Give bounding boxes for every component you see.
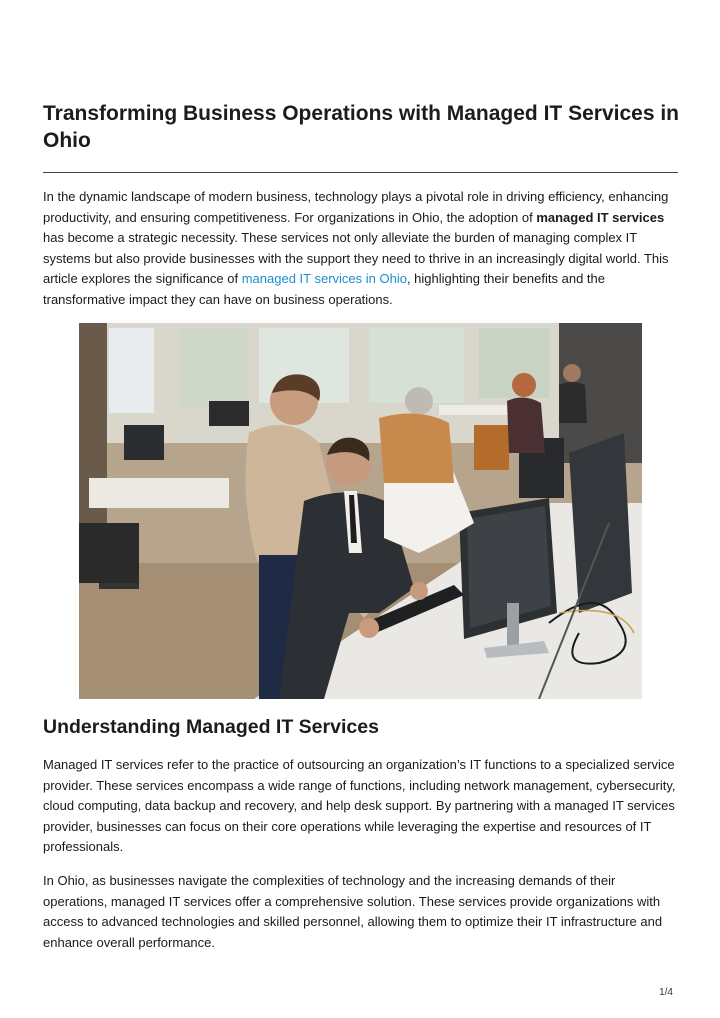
intro-text-2: has become a strategic necessity. These services not only alleviate the burden of managing complex IT systems but also provide businesses with the support they need to thrive in an increasingly digital world. This article explores the significance of xyxy=(43,230,669,287)
section-heading: Understanding Managed IT Services xyxy=(43,716,379,738)
managed-it-ohio-link[interactable]: managed IT services in Ohio xyxy=(241,271,407,287)
intro-paragraph xyxy=(43,187,679,311)
page-title: Transforming Business Operations with Managed IT Services in Ohio xyxy=(43,102,679,152)
intro-bold-term: managed IT services xyxy=(536,209,665,225)
office-team-photo xyxy=(79,323,642,699)
body-paragraph: Managed IT services refer to the practice of outsourcing an organization’s IT functions to a specialized service provider. These services encompass a wide range of functions, including network management, cybersecurity, cloud computing, data backup and recovery, and help desk support. By partnering with a managed IT services provider, businesses can focus on their core operations while leveraging the expertise and resources of IT professionals. xyxy=(43,757,676,855)
intro-text-3: , highlighting their benefits and the transformative impact they can have on business operations. xyxy=(43,271,605,307)
title-divider xyxy=(43,172,678,173)
body-paragraph: In Ohio, as businesses navigate the complexities of technology and the increasing demands of their operations, managed IT services offer a comprehensive solution. These services provide organizations with access to advanced technologies and skilled personnel, allowing them to optimize their IT infrastructure and enhance overall performance. xyxy=(43,873,663,950)
page-number: 1/4 xyxy=(659,987,673,998)
intro-text-1: In the dynamic landscape of modern business, technology plays a pivotal role in driving efficiency, enhancing productivity, and ensuring competitiveness. For organizations in Ohio, the adoption of xyxy=(43,189,669,225)
